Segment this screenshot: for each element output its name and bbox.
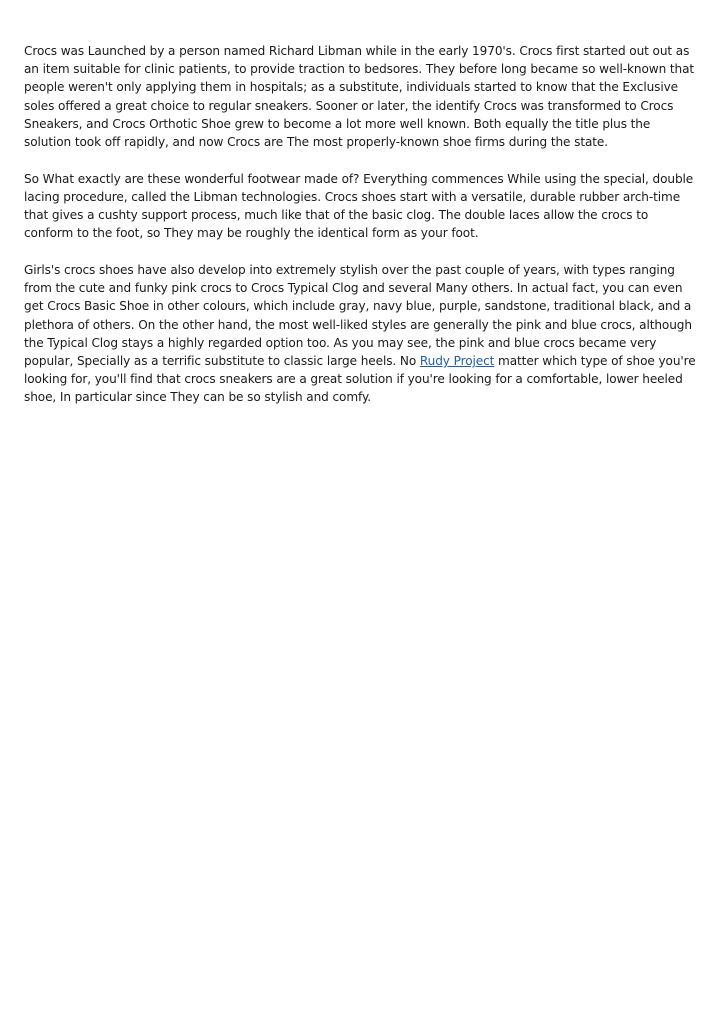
- paragraph-materials: So What exactly are these wonderful footwear made of? Everything commences While using the special, double lacing procedure, called the Libman technologies. Crocs shoes start with a versatile, durable rubber arch-time that gives a cushty support process, much like that of the basic clog. The double laces allow the crocs to conform to the foot, so They may be roughly the identical form as your foot.: [24, 171, 694, 241]
- paragraph-history: Crocs was Launched by a person named Richard Libman while in the early 1970's. Crocs first started out out as an item suitable for clinic patients, to provide traction to bedsores. They before long became so well-known that people weren't only applying them in hospitals; as a substitute, individuals started to know that the Exclusive soles offered a great choice to regular sneakers. Sooner or later, the identify Crocs was transformed to Crocs Sneakers, and Crocs Orthotic Shoe grew to become a lot more well known. Both equally the title plus the solution took off rapidly, and now Crocs are The most properly-known shoe firms during the state.: [24, 44, 695, 150]
- paragraph-styles-text-after: matter which type of shoe you're looking for, you'll find that crocs sneakers are a great solution if you're looking for a comfortable, lower heeled shoe, In particular since They can be so stylish and comfy.: [24, 354, 696, 405]
- paragraph-styles-text-before: Girls's crocs shoes have also develop into extremely stylish over the past couple of years, with types ranging from the cute and funky pink crocs to Crocs Typical Clog and several Many others. In actual fact, you can even get Crocs Basic Shoe in other colours, which include gray, navy blue, purple, sandstone, traditional black, and a plethora of others. On the other hand, the most well-liked styles are generally the pink and blue crocs, although the Typical Clog stays a highly regarded option too. As you may see, the pink and blue crocs became very popular, Specially as a terrific substitute to classic large heels. No: [24, 263, 692, 369]
- paragraph-styles: [24, 261, 700, 407]
- document-body: [24, 42, 700, 425]
- rudy-project-link[interactable]: Rudy Project: [419, 354, 495, 369]
